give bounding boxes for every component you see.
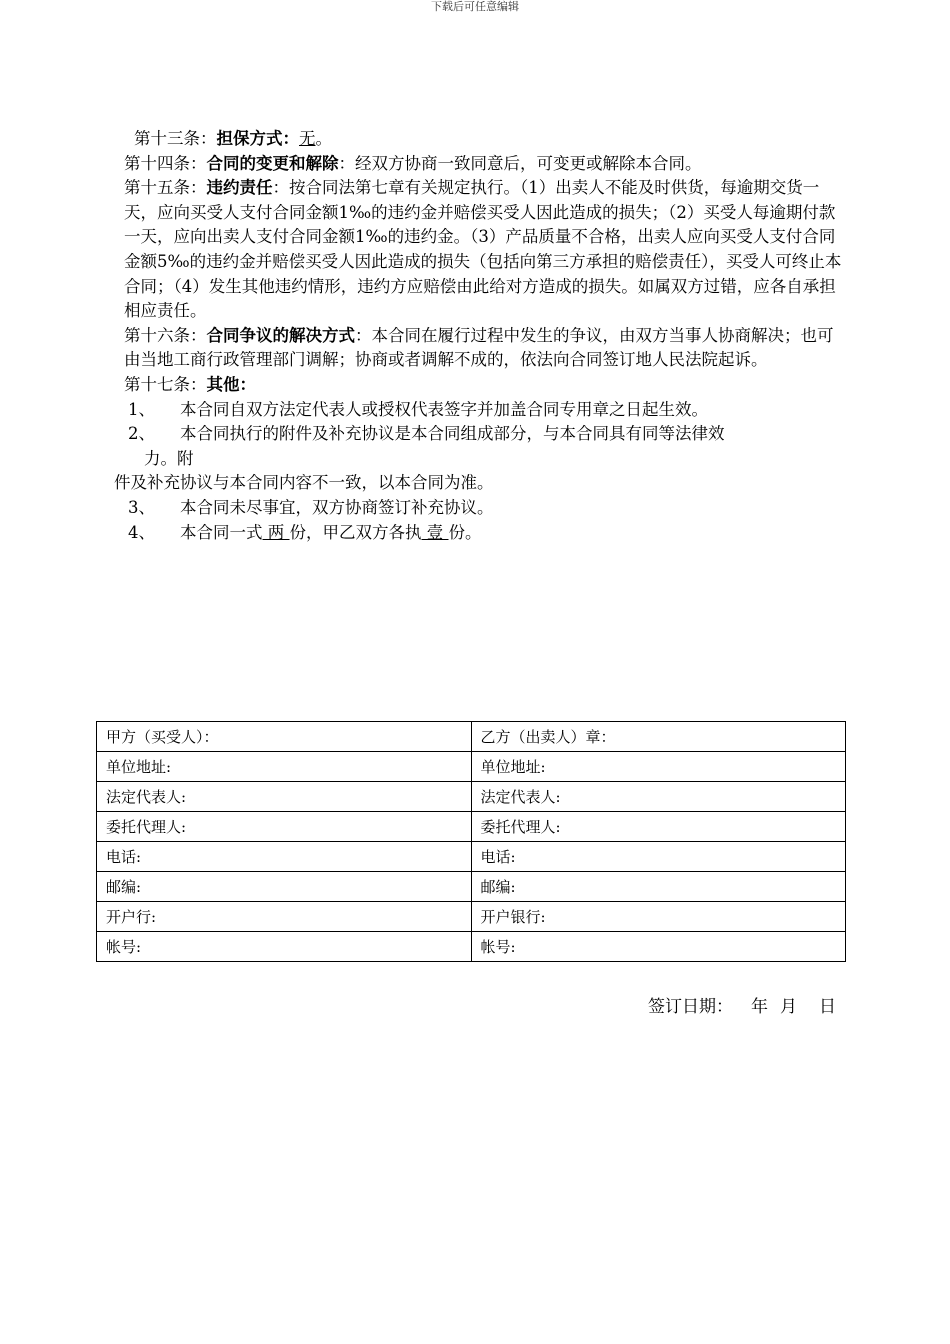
table-row: [97, 902, 846, 932]
article-17: 第十七条：其他：: [124, 374, 256, 394]
postcode-a-cell: 邮编:: [97, 872, 472, 902]
table-row: [97, 932, 846, 962]
bank-b-cell: 开户银行:: [471, 902, 846, 932]
signing-date: 签订日期： 年 月 日: [648, 997, 836, 1017]
contract-body: [114, 127, 844, 545]
table-row: [97, 872, 846, 902]
article-14: 第十四条：合同的变更和解除：经双方协商一致同意后，可变更或解除本合同。: [124, 153, 702, 173]
agent-a-cell: 委托代理人:: [97, 812, 472, 842]
table-row: [97, 782, 846, 812]
table-row: [97, 752, 846, 782]
copies-value: 两: [262, 522, 290, 542]
list-item: 1、 本合同自双方法定代表人或授权代表签字并加盖合同专用章之日起生效。: [128, 399, 708, 419]
address-b-cell: 单位地址:: [471, 752, 846, 782]
phone-a-cell: 电话:: [97, 842, 472, 872]
bank-a-cell: 开户行:: [97, 902, 472, 932]
article-15: 第十五条：违约责任：按合同法第七章有关规定执行。（1）出卖人不能及时供货，每逾期交货一天，应向买受人支付合同金额1‰的违约金并赔偿买受人因此造成的损失；（2）买受人每逾期付款一天，应向出卖人支付合同金额1‰的违约金。（3）产品质量不合格，出卖人应向买受人支付合同金额5‰的违约金并赔偿买受人因此造成的损失（包括向第三方承担的赔偿责任），买受人可终止本合同；（4）发生其他违约情形，违约方应赔偿由此给对方造成的损失。如属双方过错，应各自承担相应责任。: [124, 178, 842, 321]
each-value: 壹: [421, 522, 449, 542]
list-item: 4、 本合同一式 两 份，甲乙双方各执 壹 份。: [128, 522, 482, 542]
table-row: [97, 812, 846, 842]
address-a-cell: 单位地址:: [97, 752, 472, 782]
account-a-cell: 帐号:: [97, 932, 472, 962]
party-a-cell: 甲方（买受人）：: [97, 722, 472, 752]
phone-b-cell: 电话:: [471, 842, 846, 872]
list-item: 2、 本合同执行的附件及补充协议是本合同组成部分，与本合同具有同等法律效 力。附: [128, 424, 725, 468]
page-header: 下载后可任意编辑: [431, 0, 519, 13]
postcode-b-cell: 邮编:: [471, 872, 846, 902]
table-row: [97, 722, 846, 752]
list-item: 3、 本合同未尽事宜，双方协商签订补充协议。: [128, 497, 494, 517]
legal-rep-a-cell: 法定代表人:: [97, 782, 472, 812]
article-13: 第十三条：担保方式：无。: [134, 129, 332, 148]
guarantee-value: 无: [299, 129, 316, 148]
legal-rep-b-cell: 法定代表人:: [471, 782, 846, 812]
article-16: 第十六条：合同争议的解决方式：本合同在履行过程中发生的争议，由双方当事人协商解决；也可由当地工商行政管理部门调解；协商或者调解不成的，依法向合同签订地人民法院起诉。: [124, 325, 834, 370]
account-b-cell: 帐号:: [471, 932, 846, 962]
party-b-cell: 乙方（出卖人）章：: [471, 722, 846, 752]
signature-table: [96, 721, 846, 962]
table-row: [97, 842, 846, 872]
agent-b-cell: 委托代理人:: [471, 812, 846, 842]
list-item-continuation: 件及补充协议与本合同内容不一致，以本合同为准。: [114, 473, 494, 493]
